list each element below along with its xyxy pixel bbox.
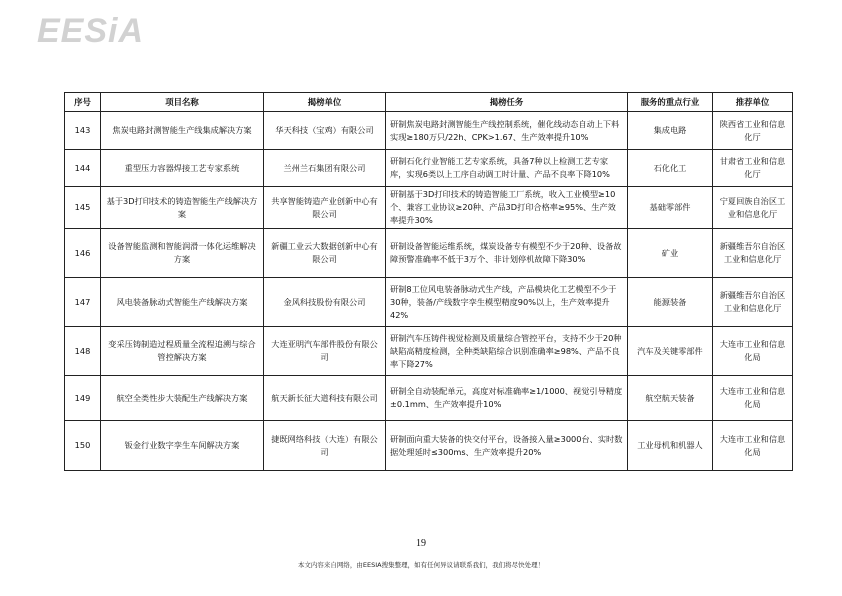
task-description: 研制8工位风电装备脉动式生产线，产品模块化工艺模型不少于30种，装备/产线数字孪生模型精度90%以上，生产效率提升42% — [386, 278, 628, 327]
row-number: 149 — [65, 376, 101, 421]
task-description: 研制焦炭电路封测智能生产线控制系统，催化线动态自动上下料实现≥180万只/22h、CPK>1.67、生产效率提升10% — [386, 112, 628, 150]
unit-name: 金风科技股份有限公司 — [264, 278, 386, 327]
project-name: 钣金行业数字孪生车间解决方案 — [101, 421, 264, 471]
recommender: 宁夏回族自治区工业和信息化厅 — [713, 187, 793, 229]
header-unit: 揭榜单位 — [264, 93, 386, 112]
task-description: 研制全自动装配单元，高度对标准确率≥1/1000、视觉引导精度±0.1mm、生产效率提升10% — [386, 376, 628, 421]
task-description: 研制面向重大装备的快交付平台，设备接入量≥3000台、实时数据处理延时≤300ms、生产效率提升20% — [386, 421, 628, 471]
task-description: 研制石化行业智能工艺专家系统，具备7种以上检测工艺专家库，实现6类以上工序自动调工时计量、产品不良率下降10% — [386, 150, 628, 187]
recommender: 大连市工业和信息化局 — [713, 376, 793, 421]
row-number: 150 — [65, 421, 101, 471]
header-recommender: 推荐单位 — [713, 93, 793, 112]
row-number: 146 — [65, 229, 101, 278]
table-row — [65, 278, 793, 327]
industry: 能源装备 — [628, 278, 713, 327]
recommender: 陕西省工业和信息化厅 — [713, 112, 793, 150]
industry: 工业母机和机器人 — [628, 421, 713, 471]
page-number: 19 — [416, 538, 426, 549]
recommender: 大连市工业和信息化局 — [713, 327, 793, 376]
unit-name: 新疆工业云大数据创新中心有限公司 — [264, 229, 386, 278]
recommender: 大连市工业和信息化局 — [713, 421, 793, 471]
unit-name: 大连亚明汽车部件股份有限公司 — [264, 327, 386, 376]
industry: 集成电路 — [628, 112, 713, 150]
industry: 汽车及关键零部件 — [628, 327, 713, 376]
project-name: 变采压铸制造过程质量全流程追溯与综合管控解决方案 — [101, 327, 264, 376]
table-row — [65, 187, 793, 229]
project-name: 基于3D打印技术的铸造智能生产线解决方案 — [101, 187, 264, 229]
table-row — [65, 421, 793, 471]
unit-name: 捷既网络科技（大连）有限公司 — [264, 421, 386, 471]
project-name: 焦炭电路封测智能生产线集成解决方案 — [101, 112, 264, 150]
task-description: 研制基于3D打印技术的铸造智能工厂系统，收入工业模型≥10个、兼容工业协议≥20种、产品3D打印合格率≥95%、生产效率提升30% — [386, 187, 628, 229]
unit-name: 航天新长征大道科技有限公司 — [264, 376, 386, 421]
row-number: 145 — [65, 187, 101, 229]
unit-name: 华天科技（宝鸡）有限公司 — [264, 112, 386, 150]
unit-name: 共享智能铸造产业创新中心有限公司 — [264, 187, 386, 229]
header-task: 揭榜任务 — [386, 93, 628, 112]
header-row — [65, 93, 793, 112]
recommender: 新疆维吾尔自治区工业和信息化厅 — [713, 229, 793, 278]
recommender: 甘肃省工业和信息化厅 — [713, 150, 793, 187]
footer-note: 本文内容来自网络，由EESIA搜集整理，如有任何异议请联系我们，我们将尽快处理！ — [297, 561, 545, 569]
row-number: 148 — [65, 327, 101, 376]
project-table — [64, 92, 793, 471]
row-number: 144 — [65, 150, 101, 187]
header-no: 序号 — [65, 93, 101, 112]
row-number: 147 — [65, 278, 101, 327]
project-name: 重型压力容器焊接工艺专家系统 — [101, 150, 264, 187]
project-name: 风电装备脉动式智能生产线解决方案 — [101, 278, 264, 327]
header-project-name: 项目名称 — [101, 93, 264, 112]
table-row — [65, 112, 793, 150]
unit-name: 兰州兰石集团有限公司 — [264, 150, 386, 187]
recommender: 新疆维吾尔自治区工业和信息化厅 — [713, 278, 793, 327]
project-name: 设备智能监测和智能润滑一体化运维解决方案 — [101, 229, 264, 278]
task-description: 研制设备智能运维系统，煤炭设备专有模型不少于20种、设备故障预警准确率不低于3万个、非计划停机故障下降30% — [386, 229, 628, 278]
industry: 航空航天装备 — [628, 376, 713, 421]
header-industry: 服务的重点行业 — [628, 93, 713, 112]
row-number: 143 — [65, 112, 101, 150]
table-row — [65, 327, 793, 376]
eesia-logo: EESiA — [37, 12, 145, 50]
task-description: 研制汽车压铸件视觉检测及质量综合管控平台，支持不少于20种缺陷高精度检测，全种类缺陷综合识别准确率≥98%、产品不良率下降27% — [386, 327, 628, 376]
table-row — [65, 150, 793, 187]
table-row — [65, 229, 793, 278]
industry: 石化化工 — [628, 150, 713, 187]
industry: 基础零部件 — [628, 187, 713, 229]
table-row — [65, 376, 793, 421]
industry: 矿业 — [628, 229, 713, 278]
project-name: 航空全类性步大装配生产线解决方案 — [101, 376, 264, 421]
